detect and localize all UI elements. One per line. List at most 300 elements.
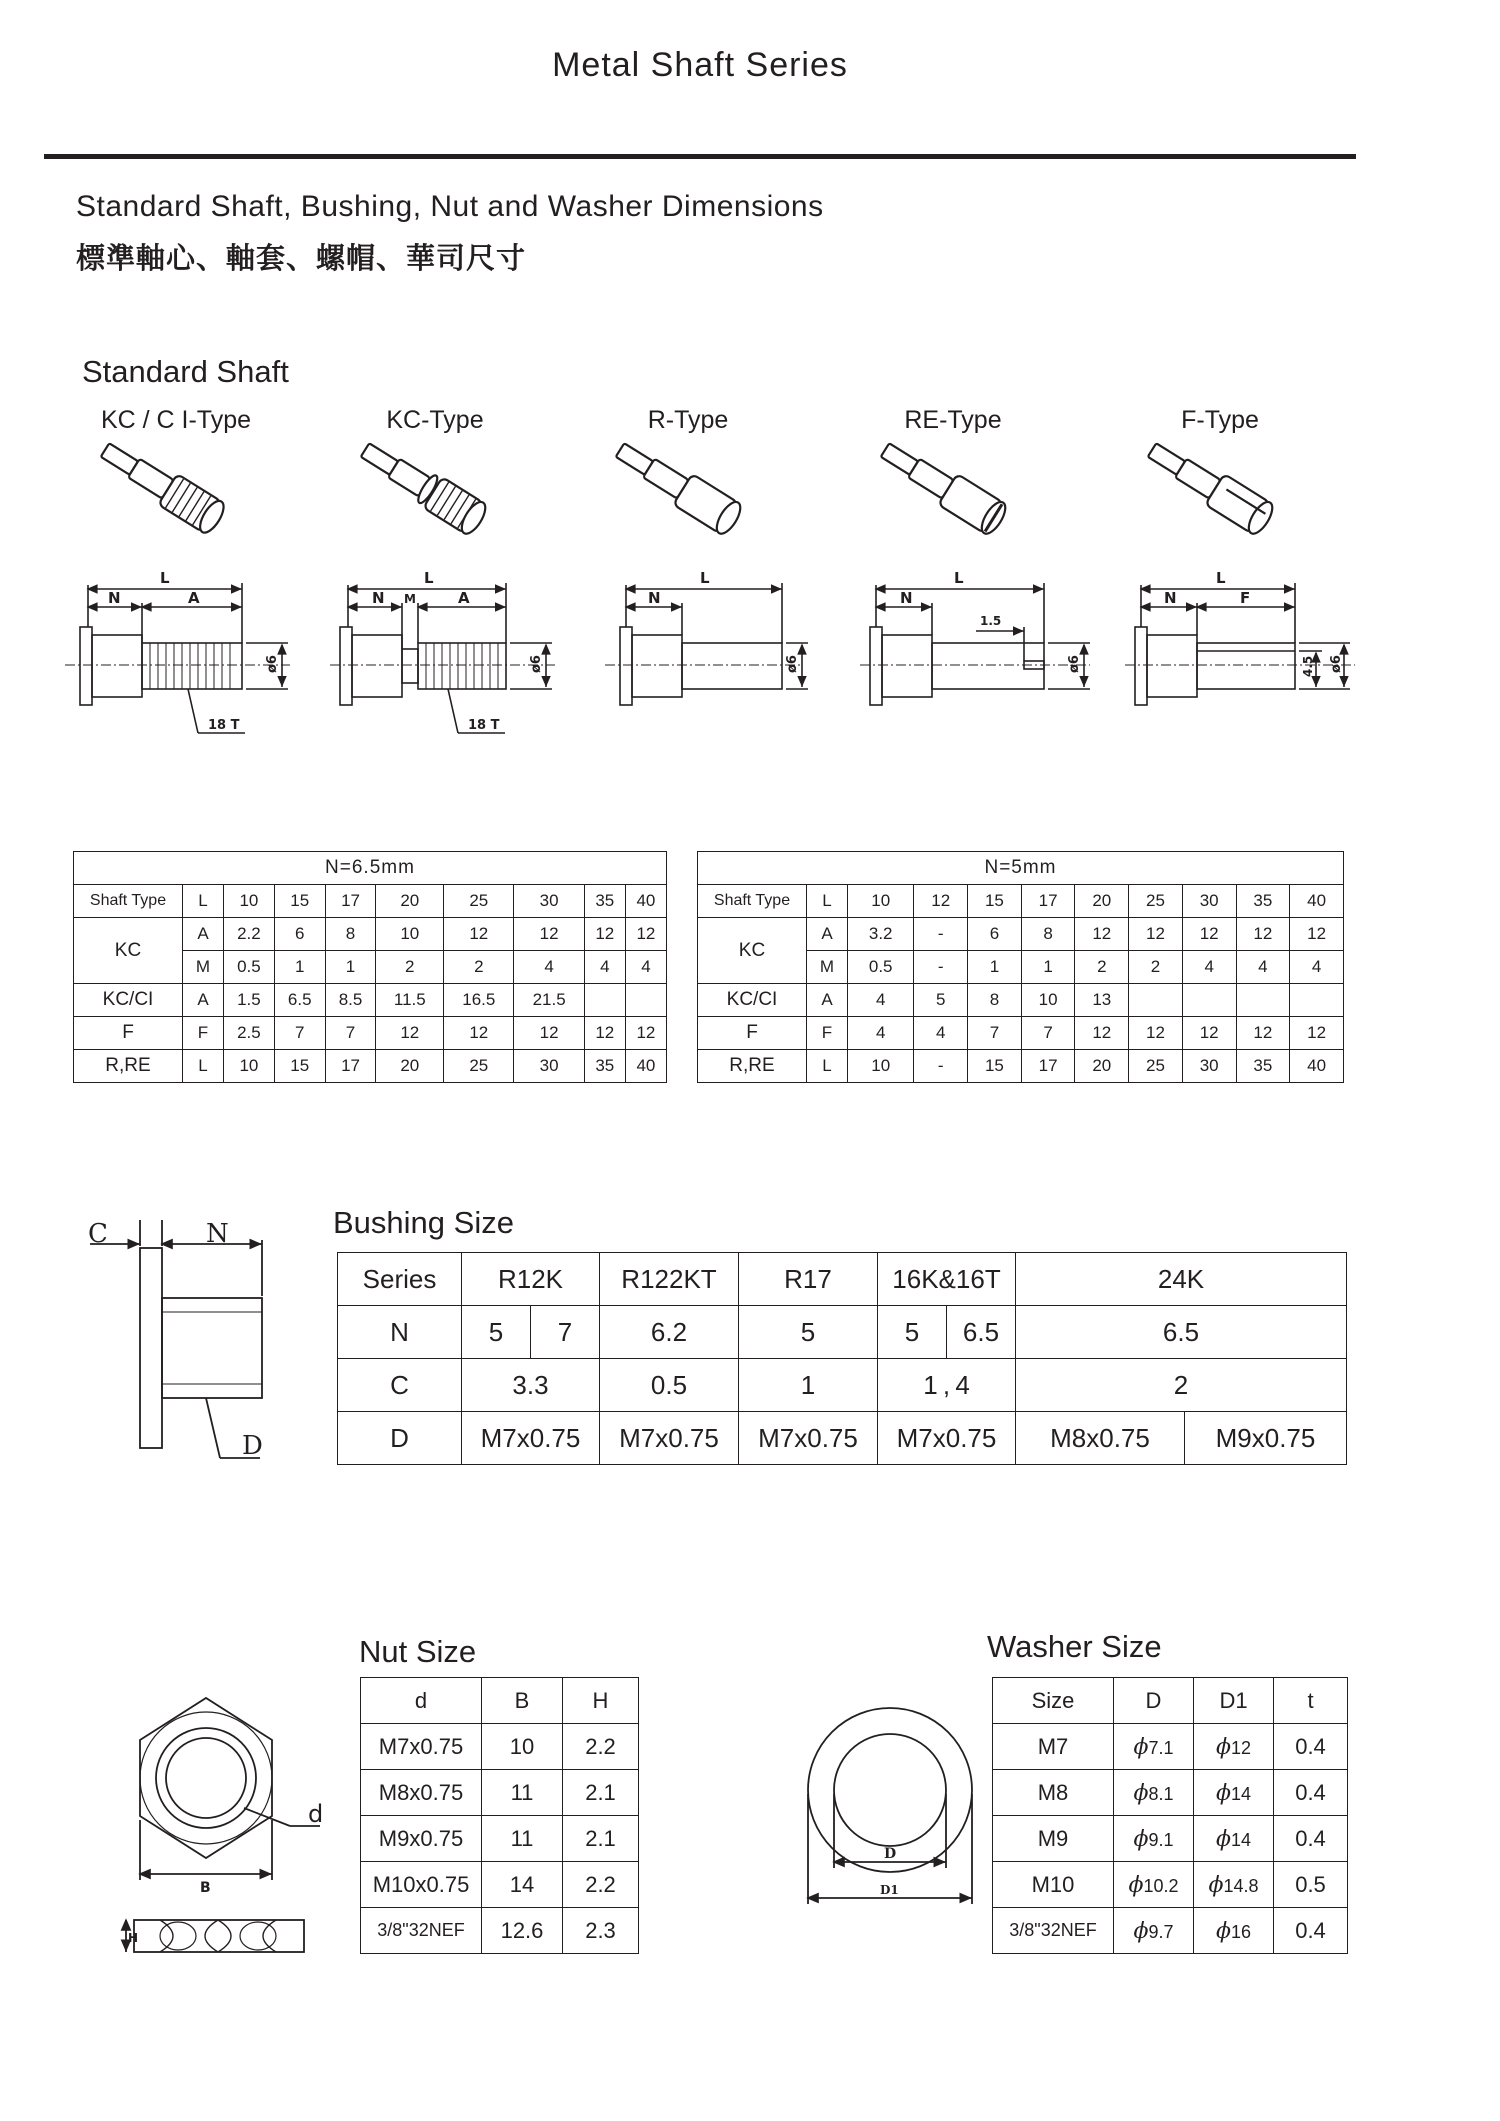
table-cell: D	[338, 1412, 462, 1465]
table-cell: M7	[993, 1724, 1114, 1770]
table-cell	[1290, 984, 1344, 1017]
phi-icon: ϕ	[1133, 1826, 1149, 1852]
table-cell: L	[183, 1050, 224, 1083]
table-cell: 2.2	[563, 1724, 639, 1770]
table-cell: H	[563, 1678, 639, 1724]
phi-icon: ϕ	[1133, 1780, 1149, 1806]
table-cell: M8x0.75	[361, 1770, 482, 1816]
table-cell: 21.5	[514, 984, 584, 1017]
table-cell: KC/CI	[698, 984, 807, 1017]
table-header-row	[698, 885, 1344, 918]
cell-value: 16	[1230, 1921, 1252, 1942]
dim-label-l: L	[700, 569, 710, 587]
table-cell: M7x0.75	[739, 1412, 878, 1465]
table-row	[338, 1306, 1347, 1359]
table-cell: 25	[444, 1050, 514, 1083]
table-cell: 4	[584, 951, 625, 984]
table-cell: M	[807, 951, 848, 984]
table-cell: 2	[1016, 1359, 1347, 1412]
nut-size-table	[360, 1677, 639, 1954]
table-cell: 17	[1021, 1050, 1075, 1083]
dim-label-l: L	[160, 569, 170, 587]
table-cell: M7x0.75	[600, 1412, 739, 1465]
shaft-table-n6-5	[73, 851, 667, 1083]
cell-value: 14	[1230, 1783, 1252, 1804]
washer-label-d1: D1	[880, 1883, 899, 1897]
table-cell: 1	[1021, 951, 1075, 984]
table-cell: 2.5	[224, 1017, 275, 1050]
table-cell: 10	[376, 918, 444, 951]
table-row	[698, 918, 1344, 951]
table-cell: 4	[848, 984, 914, 1017]
table-cell: 6.2	[600, 1306, 739, 1359]
table-cell: 13	[1075, 984, 1129, 1017]
phi-icon: ϕ	[1133, 1734, 1149, 1760]
table-cell: 5	[878, 1306, 947, 1359]
table-cell: 40	[1290, 1050, 1344, 1083]
table-cell	[1114, 1862, 1194, 1908]
table-row	[361, 1816, 639, 1862]
table-cell: 12	[1236, 1017, 1290, 1050]
bushing-label-c: C	[88, 1219, 108, 1249]
table-cell: 12	[1290, 918, 1344, 951]
table-cell: 8	[325, 918, 376, 951]
table-cell: 12	[1290, 1017, 1344, 1050]
table-cell: M9	[993, 1816, 1114, 1862]
table-cell: 17	[325, 1050, 376, 1083]
table-cell: R122KT	[600, 1253, 739, 1306]
table-cell: Series	[338, 1253, 462, 1306]
table-cell: 4	[914, 1017, 968, 1050]
table-cell: 25	[444, 885, 514, 918]
table-cell: Shaft Type	[698, 885, 807, 918]
table-cell: D1	[1194, 1678, 1274, 1724]
table-cell: 17	[1021, 885, 1075, 918]
subtitle-chinese: 標準軸心、軸套、螺帽、華司尺寸	[76, 241, 527, 275]
table-cell: M7x0.75	[878, 1412, 1016, 1465]
dim-label-f: F	[1240, 589, 1251, 607]
table-cell: KC	[698, 918, 807, 984]
table-cell: 2	[444, 951, 514, 984]
table-cell: 2.2	[563, 1862, 639, 1908]
table-cell: 0.4	[1274, 1816, 1348, 1862]
standard-shaft-heading: Standard Shaft	[82, 354, 289, 389]
table-cell: 25	[1129, 885, 1183, 918]
table-cell: M7x0.75	[462, 1412, 600, 1465]
table-cell: d	[361, 1678, 482, 1724]
table-cell: 15	[274, 885, 325, 918]
table-cell: D	[1114, 1678, 1194, 1724]
table-header-row	[993, 1678, 1348, 1724]
dim-label-dia6: ø6	[1067, 655, 1082, 673]
table-cell: 12	[514, 1017, 584, 1050]
cell-value: 14	[1230, 1829, 1252, 1850]
nut-label-b: B	[200, 1880, 211, 1896]
cell-value: 14.8	[1223, 1875, 1259, 1896]
table-cell: 6	[968, 918, 1022, 951]
table-cell: Size	[993, 1678, 1114, 1724]
table-cell: 16K&16T	[878, 1253, 1016, 1306]
table-cell: 2	[1075, 951, 1129, 984]
table-cell: 0.4	[1274, 1770, 1348, 1816]
table-cell: R,RE	[698, 1050, 807, 1083]
table-cell	[1194, 1862, 1274, 1908]
table-cell: 12	[584, 1017, 625, 1050]
table-cell: 5	[739, 1306, 878, 1359]
dim-label-1-5: 1.5	[980, 614, 1002, 628]
table-cell: 11	[482, 1770, 563, 1816]
table-cell: t	[1274, 1678, 1348, 1724]
dim-label-n: N	[108, 589, 121, 607]
table-cell: 12	[1236, 918, 1290, 951]
table-cell: M9x0.75	[1185, 1412, 1347, 1465]
table-cell: 3/8"32NEF	[361, 1908, 482, 1954]
table-cell: 7	[325, 1017, 376, 1050]
phi-icon: ϕ	[1208, 1872, 1224, 1898]
table-title: N=6.5mm	[74, 852, 667, 885]
table-cell: 7	[531, 1306, 600, 1359]
dim-label-dia6: ø6	[265, 655, 280, 673]
table-cell	[1194, 1770, 1274, 1816]
table-cell: M7x0.75	[361, 1724, 482, 1770]
table-row	[74, 984, 667, 1017]
table-cell: 12	[1075, 1017, 1129, 1050]
dim-label-m: M	[404, 592, 416, 606]
table-cell: 2	[1129, 951, 1183, 984]
table-cell: R,RE	[74, 1050, 183, 1083]
table-cell: 2.1	[563, 1770, 639, 1816]
title-divider	[44, 154, 1356, 159]
cell-value: 9.1	[1148, 1829, 1174, 1850]
table-cell: 12	[1129, 1017, 1183, 1050]
table-cell: 1.5	[224, 984, 275, 1017]
dim-label-dia6: ø6	[1329, 655, 1344, 673]
table-cell: 30	[1182, 1050, 1236, 1083]
table-cell: 7	[274, 1017, 325, 1050]
shaft-table-n5	[697, 851, 1344, 1083]
table-cell: F	[807, 1017, 848, 1050]
table-cell: 30	[1182, 885, 1236, 918]
phi-icon: ϕ	[1215, 1918, 1231, 1944]
table-cell: M10	[993, 1862, 1114, 1908]
table-cell: 6.5	[274, 984, 325, 1017]
table-row	[993, 1862, 1348, 1908]
table-cell: -	[914, 951, 968, 984]
page-title: Metal Shaft Series	[552, 46, 848, 84]
table-cell: KC/CI	[74, 984, 183, 1017]
table-cell: 1 , 4	[878, 1359, 1016, 1412]
nut-side-view	[126, 1920, 304, 1952]
table-cell: M8	[993, 1770, 1114, 1816]
table-cell: 2	[376, 951, 444, 984]
dim-label-l: L	[954, 569, 964, 587]
table-cell: M10x0.75	[361, 1862, 482, 1908]
table-cell: F	[698, 1017, 807, 1050]
table-cell: 0.5	[600, 1359, 739, 1412]
table-cell: 40	[625, 1050, 666, 1083]
table-cell: 20	[1075, 1050, 1129, 1083]
table-cell: 17	[325, 885, 376, 918]
dim-label-l: L	[424, 569, 434, 587]
table-cell: 3.3	[462, 1359, 600, 1412]
table-cell: 1	[274, 951, 325, 984]
table-cell	[1114, 1816, 1194, 1862]
table-cell: M8x0.75	[1016, 1412, 1185, 1465]
table-cell: M	[183, 951, 224, 984]
bushing-label-d: D	[242, 1431, 263, 1461]
dim-label-teeth: 18 T	[208, 718, 240, 733]
shaft-technical-drawings	[0, 565, 1500, 745]
table-cell: B	[482, 1678, 563, 1724]
table-cell: 10	[482, 1724, 563, 1770]
table-cell: 10	[848, 1050, 914, 1083]
table-cell: KC	[74, 918, 183, 984]
table-row	[993, 1908, 1348, 1954]
bushing-table	[337, 1252, 1347, 1465]
table-cell: 20	[1075, 885, 1129, 918]
table-cell: 12	[514, 918, 584, 951]
table-cell: 20	[376, 885, 444, 918]
cell-value: 8.1	[1148, 1783, 1174, 1804]
table-cell: 0.4	[1274, 1908, 1348, 1954]
shaft-3d-illustrations	[0, 440, 1500, 580]
table-cell: 4	[625, 951, 666, 984]
table-cell	[584, 984, 625, 1017]
table-cell: L	[807, 1050, 848, 1083]
table-cell: 40	[625, 885, 666, 918]
dim-label-teeth: 18 T	[468, 718, 500, 733]
table-cell: Shaft Type	[74, 885, 183, 918]
table-cell: L	[183, 885, 224, 918]
dim-label-a: A	[188, 589, 200, 607]
table-cell: A	[183, 918, 224, 951]
shaft-type-label-kc: KC-Type	[386, 406, 484, 434]
table-cell: A	[183, 984, 224, 1017]
table-cell: 12	[1182, 1017, 1236, 1050]
dim-label-a: A	[458, 589, 470, 607]
table-cell: 25	[1129, 1050, 1183, 1083]
table-row	[361, 1862, 639, 1908]
phi-icon: ϕ	[1215, 1780, 1231, 1806]
washer-heading: Washer Size	[987, 1629, 1162, 1664]
table-cell	[1182, 984, 1236, 1017]
table-cell	[1114, 1724, 1194, 1770]
table-row	[361, 1724, 639, 1770]
table-row	[698, 1017, 1344, 1050]
table-row	[74, 1017, 667, 1050]
table-cell: 5	[914, 984, 968, 1017]
table-cell: 10	[1021, 984, 1075, 1017]
dim-label-n: N	[648, 589, 661, 607]
phi-icon: ϕ	[1215, 1826, 1231, 1852]
nut-label-d: d	[308, 1800, 324, 1828]
table-cell: 12	[444, 1017, 514, 1050]
table-cell: 8	[968, 984, 1022, 1017]
table-cell: 0.4	[1274, 1724, 1348, 1770]
table-cell: R17	[739, 1253, 878, 1306]
shaft-type-label-f: F-Type	[1181, 406, 1259, 434]
table-cell: 12	[376, 1017, 444, 1050]
table-header-row	[338, 1253, 1347, 1306]
table-cell: N	[338, 1306, 462, 1359]
table-cell: 6.5	[1016, 1306, 1347, 1359]
bushing-label-n: N	[206, 1219, 229, 1249]
table-cell: 3/8"32NEF	[993, 1908, 1114, 1954]
shaft-3d-f	[1142, 435, 1276, 538]
table-cell: 0.5	[1274, 1862, 1348, 1908]
table-row	[993, 1724, 1348, 1770]
table-cell: 0.5	[848, 951, 914, 984]
shaft-type-label-kcci: KC / C I-Type	[100, 406, 252, 434]
nut-label-h: H	[128, 1931, 139, 1945]
table-cell: 12	[444, 918, 514, 951]
nut-heading: Nut Size	[359, 1634, 477, 1669]
shaft-type-label-re: RE-Type	[904, 406, 1002, 434]
table-cell: 40	[1290, 885, 1344, 918]
table-cell	[1129, 984, 1183, 1017]
dim-label-n: N	[372, 589, 385, 607]
table-cell: 6.5	[947, 1306, 1016, 1359]
table-cell: 12	[1182, 918, 1236, 951]
shaft-3d-kc	[355, 435, 489, 538]
table-cell: 4	[514, 951, 584, 984]
table-cell: 20	[376, 1050, 444, 1083]
table-cell: 12	[584, 918, 625, 951]
table-cell: 5	[462, 1306, 531, 1359]
dim-label-l: L	[1216, 569, 1226, 587]
table-cell: L	[807, 885, 848, 918]
table-cell: 35	[584, 1050, 625, 1083]
table-cell: 1	[968, 951, 1022, 984]
table-cell	[1194, 1816, 1274, 1862]
table-cell: 11	[482, 1816, 563, 1862]
table-cell: 2.3	[563, 1908, 639, 1954]
table-row	[993, 1770, 1348, 1816]
table-cell: 24K	[1016, 1253, 1347, 1306]
table-cell: 35	[1236, 885, 1290, 918]
table-cell	[1114, 1908, 1194, 1954]
shaft-drawing-r	[605, 583, 808, 705]
cell-value: 12	[1230, 1737, 1252, 1758]
table-cell: 12	[1075, 918, 1129, 951]
table-cell: 1	[739, 1359, 878, 1412]
table-cell: 7	[1021, 1017, 1075, 1050]
table-row	[338, 1412, 1347, 1465]
table-cell	[625, 984, 666, 1017]
washer-label-d: D	[884, 1846, 897, 1862]
table-cell: 14	[482, 1862, 563, 1908]
subtitle-english: Standard Shaft, Bushing, Nut and Washer Dimensions	[76, 190, 824, 223]
table-cell	[1114, 1770, 1194, 1816]
shaft-drawing-kcci	[65, 583, 290, 733]
table-cell	[1194, 1724, 1274, 1770]
cell-value: 7.1	[1148, 1737, 1174, 1758]
table-cell: 35	[1236, 1050, 1290, 1083]
table-cell: 3.2	[848, 918, 914, 951]
cell-value: 10.2	[1143, 1875, 1179, 1896]
table-row	[698, 1050, 1344, 1083]
bushing-heading: Bushing Size	[333, 1205, 514, 1240]
table-cell: 12	[625, 1017, 666, 1050]
shaft-type-label-r: R-Type	[647, 406, 729, 434]
table-cell: 10	[848, 885, 914, 918]
shaft-drawing-re	[860, 583, 1090, 705]
table-cell: 0.5	[224, 951, 275, 984]
table-cell: F	[183, 1017, 224, 1050]
table-cell: F	[74, 1017, 183, 1050]
table-row	[698, 984, 1344, 1017]
nut-drawing	[120, 1660, 350, 1980]
shaft-3d-re	[875, 435, 1009, 538]
table-cell: 4	[1236, 951, 1290, 984]
table-header-row	[361, 1678, 639, 1724]
table-cell: A	[807, 984, 848, 1017]
table-cell: R12K	[462, 1253, 600, 1306]
table-cell: 10	[224, 885, 275, 918]
table-row	[74, 918, 667, 951]
table-row	[338, 1359, 1347, 1412]
table-cell: 4	[848, 1017, 914, 1050]
cell-value: 9.7	[1148, 1921, 1174, 1942]
table-cell: 35	[584, 885, 625, 918]
table-cell: 4	[1182, 951, 1236, 984]
table-cell: 2.1	[563, 1816, 639, 1862]
table-row	[361, 1770, 639, 1816]
table-cell: A	[807, 918, 848, 951]
table-cell: 15	[968, 1050, 1022, 1083]
dim-label-4-5: 4.5	[1301, 655, 1315, 677]
table-cell: 11.5	[376, 984, 444, 1017]
table-title: N=5mm	[698, 852, 1344, 885]
phi-icon: ϕ	[1133, 1918, 1149, 1944]
table-cell	[1194, 1908, 1274, 1954]
table-cell: -	[914, 918, 968, 951]
dim-label-n: N	[900, 589, 913, 607]
table-cell: 30	[514, 885, 584, 918]
phi-icon: ϕ	[1215, 1734, 1231, 1760]
table-cell: -	[914, 1050, 968, 1083]
table-cell: M9x0.75	[361, 1816, 482, 1862]
table-cell: 16.5	[444, 984, 514, 1017]
table-cell: 7	[968, 1017, 1022, 1050]
table-cell: 12	[1129, 918, 1183, 951]
table-row	[993, 1816, 1348, 1862]
table-cell: C	[338, 1359, 462, 1412]
bushing-drawing	[70, 1220, 300, 1480]
table-cell: 8	[1021, 918, 1075, 951]
table-cell: 1	[325, 951, 376, 984]
table-cell: 12	[914, 885, 968, 918]
phi-icon: ϕ	[1128, 1872, 1144, 1898]
table-cell: 2.2	[224, 918, 275, 951]
table-cell	[1236, 984, 1290, 1017]
shaft-3d-kcci	[95, 435, 228, 537]
dim-label-dia6: ø6	[785, 655, 800, 673]
table-cell: 12	[625, 918, 666, 951]
table-cell: 12.6	[482, 1908, 563, 1954]
shaft-3d-r	[610, 435, 744, 538]
shaft-drawing-kc	[330, 583, 555, 733]
washer-size-table	[992, 1677, 1348, 1954]
table-header-row	[74, 885, 667, 918]
table-row	[74, 1050, 667, 1083]
table-row	[361, 1908, 639, 1954]
table-cell: 6	[274, 918, 325, 951]
table-cell: 10	[224, 1050, 275, 1083]
table-cell: 15	[968, 885, 1022, 918]
table-cell: 30	[514, 1050, 584, 1083]
dim-label-n: N	[1164, 589, 1177, 607]
